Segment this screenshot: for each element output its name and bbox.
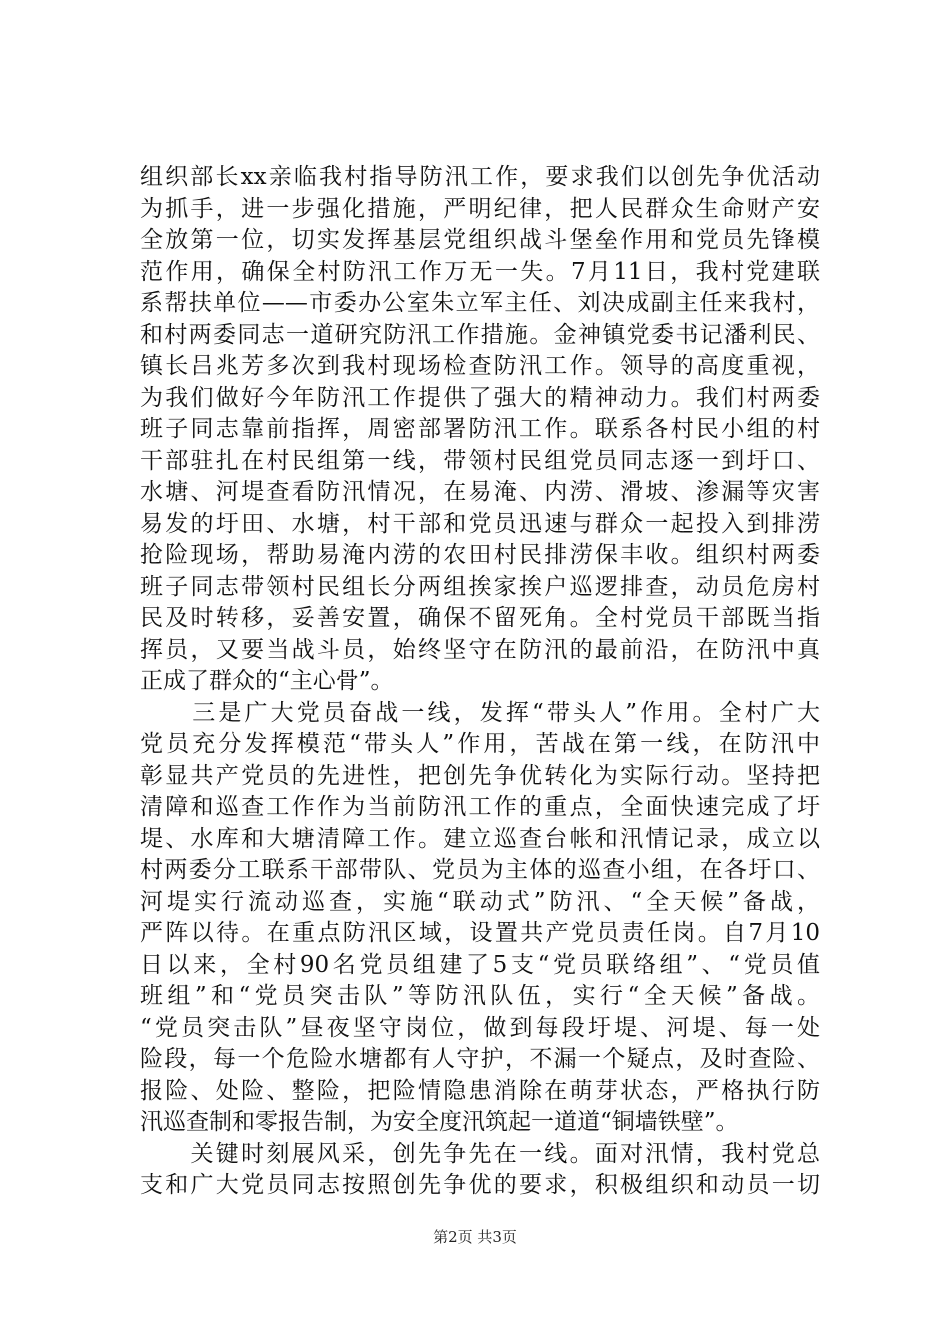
text-line-30: 报险、处险、整险，把险情隐患消除在萌芽状态，严格执行防 [140,1077,820,1104]
text-line-15: 民及时转移，妥善安置，确保不留死角。全村党员干部既当指 [140,605,820,631]
text-line-10: 干部驻扎在村民组第一线，带领村民组党员同志逐一到圩口、 [140,447,820,474]
text-line-6: 和村两委同志一道研究防汛工作措施。金神镇党委书记潘利民、 [140,321,820,348]
text-line-20: 彰显共产党员的先进性，把创先争优转化为实际行动。坚持把 [140,762,820,789]
text-line-21: 清障和巡查工作作为当前防汛工作的重点，全面快速完成了圩 [140,794,820,820]
text-line-9: 班子同志靠前指挥，周密部署防汛工作。联系各村民小组的村 [140,416,820,442]
text-line-24: 河堤实行流动巡查，实施“联动式”防汛、“全天候”备战， [140,888,820,915]
text-line-22: 堤、水库和大塘清障工作。建立巡查台帐和汛情记录，成立以 [140,825,820,852]
text-line-14: 班子同志带领村民组长分两组挨家挨户巡逻排查，动员危房村 [140,573,820,600]
text-line-12: 易发的圩田、水塘，村干部和党员迅速与群众一起投入到排涝 [140,510,820,537]
text-line-13: 抢险现场，帮助易淹内涝的农田村民排涝保丰收。组织村两委 [140,542,820,568]
text-line-26: 日以来，全村90名党员组建了5支“党员联络组”、“党员值 [140,951,820,978]
text-line-7: 镇长吕兆芳多次到我村现场检查防汛工作。领导的高度重视， [140,353,820,379]
text-line-8: 为我们做好今年防汛工作提供了强大的精神动力。我们村两委 [140,384,820,411]
text-line-19: 党员充分发挥模范“带头人”作用，苦战在第一线，在防汛中 [140,731,820,757]
text-line-29: 险段，每一个危险水塘都有人守护，不漏一个疑点，及时查险、 [140,1046,820,1072]
text-line-2: 为抓手，进一步强化措施，严明纪律，把人民群众生命财产安 [140,195,820,222]
text-line-23: 村两委分工联系干部带队、党员为主体的巡查小组，在各圩口、 [140,857,820,883]
body-text [140,162,820,1202]
text-line-4: 范作用，确保全村防汛工作万无一失。7月11日，我村党建联 [140,258,820,285]
text-line-11: 水塘、河堤查看防汛情况，在易淹、内涝、滑坡、渗漏等灾害 [140,479,820,505]
page-number-footer: 第2页 共3页 [433,1228,517,1246]
text-line-16: 挥员，又要当战斗员，始终坚守在防汛的最前沿，在防汛中真 [140,636,820,663]
text-line-28: “党员突击队”昼夜坚守岗位，做到每段圩堤、河堤、每一处 [140,1014,820,1041]
text-line-17: 正成了群众的“主心骨”。 [140,668,394,694]
text-line-32: 关键时刻展风采，创先争先在一线。面对汛情，我村党总 [140,1140,820,1167]
text-line-31: 汛巡查制和零报告制，为安全度汛筑起一道道“铜墙铁壁”。 [140,1109,739,1135]
text-line-18: 三是广大党员奋战一线，发挥“带头人”作用。全村广大 [140,699,820,726]
text-line-25: 严阵以待。在重点防汛区域，设置共产党员责任岗。自7月10 [140,920,820,946]
text-line-27: 班组”和“党员突击队”等防汛队伍，实行“全天候”备战。 [140,983,820,1009]
text-line-1: 组织部长xx亲临我村指导防汛工作，要求我们以创先争优活动 [140,164,820,190]
text-line-3: 全放第一位，切实发挥基层党组织战斗堡垒作用和党员先锋模 [140,227,820,253]
text-line-5: 系帮扶单位——市委办公室朱立军主任、刘决成副主任来我村， [140,290,820,316]
text-line-33: 支和广大党员同志按照创先争优的要求，积极组织和动员一切 [140,1172,820,1198]
